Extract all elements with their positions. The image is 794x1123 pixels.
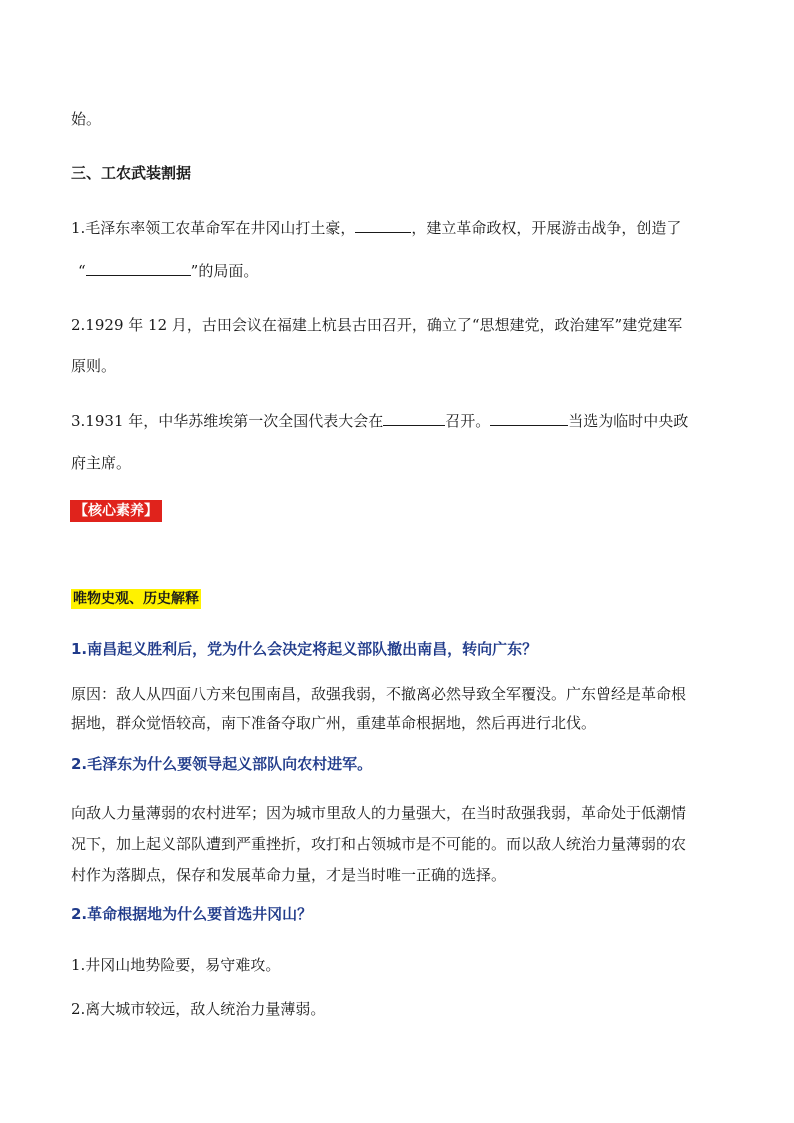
question-2: 2.毛泽东为什么要领导起义部队向农村进军。 bbox=[71, 755, 373, 773]
question-1: 1.南昌起义胜利后，党为什么会决定将起义部队撤出南昌，转向广东？ bbox=[71, 640, 538, 658]
answer-1-line-2: 据地，群众觉悟较高，南下准备夺取广州，重建革命根据地，然后再进行北伐。 bbox=[71, 714, 597, 732]
item-1-text-b: ，建立革命政权，开展游击战争，创造了 bbox=[411, 219, 682, 237]
item-2-line-2: 原则。 bbox=[71, 357, 117, 375]
answer-2-line-1: 向敌人力量薄弱的农村进军；因为城市里敌人的力量强大，在当时敌强我弱，革命处于低潮情 bbox=[71, 804, 687, 822]
item-3-text-c: 当选为临时中央政 bbox=[568, 412, 689, 430]
answer-1-line-1: 原因：敌人从四面八方来包围南昌，敌强我弱，不撤离必然导致全军覆没。广东曾经是革命根 bbox=[71, 685, 687, 703]
item-2-line-1: 2.1929 年 12 月，古田会议在福建上杭县古田召开，确立了“思想建党，政治建军”建党建军 bbox=[71, 316, 683, 334]
continuation-text: 始。 bbox=[71, 110, 102, 128]
item-1-blank-2 bbox=[86, 261, 191, 276]
section-3-heading: 三、工农武装割据 bbox=[71, 164, 192, 182]
item-3-blank-1 bbox=[383, 411, 445, 426]
item-1-close-text: ”的局面。 bbox=[190, 262, 259, 280]
core-literacy-tag: 【核心素养】 bbox=[70, 500, 162, 522]
item-1-line-1 bbox=[71, 218, 681, 238]
item-1-line-2 bbox=[78, 261, 258, 281]
literacy-subtitle: 唯物史观、历史解释 bbox=[73, 591, 199, 607]
item-3-line-1 bbox=[71, 411, 688, 431]
item-3-text-b: 召开。 bbox=[445, 412, 491, 430]
item-3-text-a: 3.1931 年，中华苏维埃第一次全国代表大会在 bbox=[71, 412, 384, 430]
item-1-open-quote: “ bbox=[78, 262, 86, 280]
item-1-blank-1 bbox=[355, 218, 411, 233]
question-3: 2.革命根据地为什么要首选井冈山？ bbox=[71, 905, 313, 923]
item-3-blank-2 bbox=[490, 411, 568, 426]
answer-3-item-2: 2.离大城市较远，敌人统治力量薄弱。 bbox=[71, 1000, 326, 1018]
item-1-text-a: 1.毛泽东率领工农革命军在井冈山打土豪， bbox=[71, 219, 356, 237]
answer-3-item-1: 1.井冈山地势险要，易守难攻。 bbox=[71, 956, 281, 974]
answer-2-line-2: 况下，加上起义部队遭到严重挫折，攻打和占领城市是不可能的。而以敌人统治力量薄弱的农 bbox=[71, 835, 687, 853]
answer-2-line-3: 村作为落脚点，保存和发展革命力量，才是当时唯一正确的选择。 bbox=[71, 866, 507, 884]
item-3-line-2: 府主席。 bbox=[71, 454, 132, 472]
